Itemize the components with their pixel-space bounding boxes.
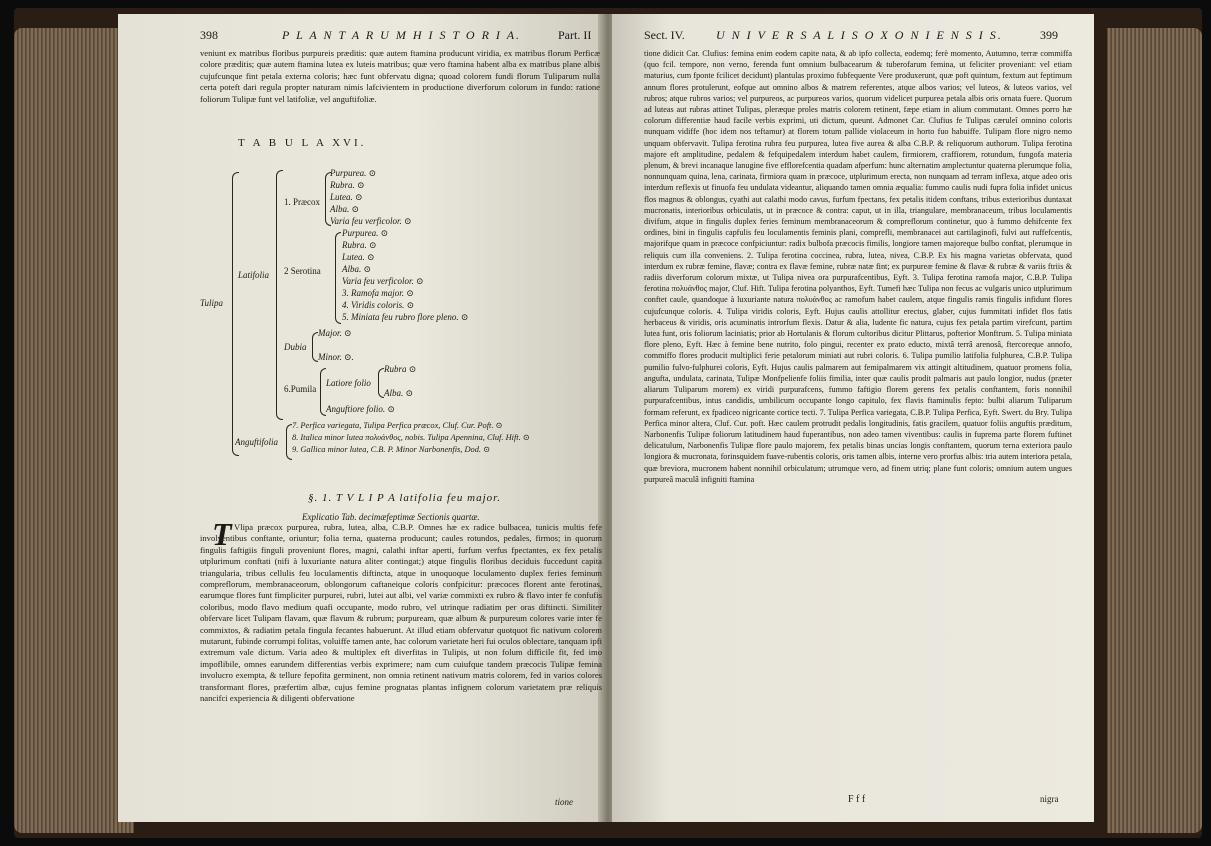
right-section-label: Sect. IV. — [644, 28, 685, 42]
left-intro-paragraph: veniunt ex matribus floribus purpureis præditis: quæ autem ftamina producunt viridia, ex matribus florum Perficæ colore præditis; quæ autem ftamina lutea ex luteis matribus; quæ vero ftamina habent alba ex matribus plane albis cujufcunque fint petala externa coloris; hæc funt obfervatu digna; quoad colorem fundi florum Tuliparum nulla certa poteft dari regula propter naturam nimis lafcivientem in productione diverforum colorum in fundo: ratione foliorum Tulipæ funt vel latifoliæ, vel anguftifoliæ. — [200, 48, 600, 104]
left-running-head: P L A N T A R U M H I S T O R I A. — [282, 28, 522, 42]
table-title: T A B U L A XVI. — [238, 137, 367, 149]
right-page-number: 399 — [1040, 28, 1058, 42]
explicatio-line: Explicatio Tab. decimæfeptimæ Sectionis quartæ. — [302, 512, 480, 522]
right-page-edges — [1107, 28, 1202, 833]
serotina-item: Purpurea. ⊙ — [342, 228, 389, 238]
tree-root-label: Tulipa — [200, 298, 224, 308]
right-running-head: U N I V E R S A L I S O X O N I E N S I S. — [716, 28, 1003, 42]
angustifolia-item: 8. Italica minor lutea πολυάνθος, nobis. Tulipa Apennina, Cluf. Hift. ⊙ — [292, 433, 530, 442]
tree-serotina-label: 2 Serotina — [284, 266, 321, 276]
left-page-edges — [14, 28, 134, 833]
praecox-item: Purpurea. ⊙ — [330, 168, 377, 178]
left-part-label: Part. II — [558, 28, 592, 42]
praecox-item: Lutea. ⊙ — [330, 192, 363, 202]
serotina-item: 4. Viridis coloris. ⊙ — [342, 300, 415, 310]
right-body-paragraph: tione didicit Car. Clufius: femina enim eodem capite nata, & ab ipfo collecta, eodemq; ferè momento, Autumno, terræ commiffa (quo fcil. tempore, non verno, ferenda funt omnium bulbacearum & tuberofarum femina, ut feliciter proveniant: vel etiam maturius, cum fponte fcilicet decidunt) plantulas proximo fubfequente Vere produxerunt, quæ poft quintum, fextum aut feptimum annum flores protulerunt, eofque aut omnino albos & matrem referentes, atque albos varios; vel luteos, & luteos varios, vel rubros; atque rubros varios; vel purpureos, ac purpureos varios, quorum videlicet purpurea petala albis oris ornata fuere. Quorum ad luteas aut rubras attinet Tulipas, pleræque proles matris colorem retinent, fæpe etiam in alium commutant. Omnes porro hæ colorum differentiæ haud facile verbis exprimi, uti dictum, queunt. Admonet Car. Clufius fe Tulipas cæruleî omnino coloris nunquam vidiffe (hoc idem nos teftamur) at florem totum pallide violaceum in horto fuo habuiffe. Tulipam flore nigro nemo unquam obfervavit. Tulipa ferotina rubra feu purpurea, lutea five aurea & alba C.B.P. & reliquorum authorum. Tulipa ferotina majore eft amplitudine, pedalem & fefquipedalem interdum habet caulem, firmiorem, craffiorem, rotundum, fungofa materia plenum, & brevi incanaque lanugine five efflorefcentia quadam afperfum: hunc alternatim amplectuntur quaterna plerumque folia, nonnunquam quina, lena, carinata, firmiora quam in præcoce, utplurimum erecta, non nunquam ad terram inflexa, atque adeo oris interdum reflexis ut finuofa feu undulata videantur, aliquando tamen omnia æqualia: fummo caulis nudi fupra folia infidet unicus flos magnus & oblongus, cyathi aut calathi modo cavus, furfum fpectans, fex petalis itidem conftans, tribus exterioribus duntaxat mucronatis, interioribus orbiculatis, ut in præcoce & contra: caput, ut in illa, triangulare, membranaceum, tribus loculamentis divifum, atque in fingulis duplex feries feminum membranaceorum & compreflorum continetur, quo à fummo dehifcente fex ordines, bini in fingulis capfulis feu loculamentis feminis plani, comprefli, membranacei aut cartilaginofi, fulvi aut ruffefcentis, majorifque quam in præcoce confpiciuntur: radix bulbofa præcocis fimilis, longiore tamen majoreque bulbo conftat, plerumque in reliquis cum illa conveniens. 2. Tulipa ferotina coccinea, rubra, lutea, nivea, C.B.P. Ex his magna varietas obfervata, quod interdum ex rubræ femine, flavæ; contra ex flavæ femine, rubræ natæ fint; ex purpureæ femine & flavæ & rubræ & variis ftriis & radiis diverforum colorum mixtæ, ut Tulipa nivea ora purpurafcentibus, Eyft. 3. Tulipa ferotina ramofa major, C.B.P. Tulipa ferotina πολυάνθος major, Cluf. Hift. Tulipa ferotina polyanthos, Eyft. Tumefi hæc Tulipa non fecus ac vulgaris unico utplurimum conftet caule, quandoque à luxuriante natura πολυάνθος ac ramofum habet caulem, atque fingulis ramis fingulis infidunt flores cujufcunque coloris. 4. Tulipa viridis coloris, Eyft. Hujus caulis attollitur erectus, glaber, cujus fummitati infidet flos fatis herbaceus & viridis, oris acuminatis introrfum flexis. Datur & alia, ludente fic natura, cujus fex petala partim virefcunt, partim lutea funt, oris foliorum laciniatis; prior ab Hortulanis & florum cultoribus dicitur Plittarus, pofterior Monftrum. 5. Tulipa miniata flore pleno, Eyft. Hæc à femine bene nutrito, folo pingui, recenter ex prato educto, mixtâ terrâ arenosâ, ftercoreque annofo, commiffo flores producit multiplici ferie petalorum miniati aut rubri coloris. 6. Tulipa pumilio latifolia fulphurea, C.B.P. Tulipa pumilio fulvo-fulphurei coloris, Eyft. Hujus caulis palmarem aut femipalmarem vix attingit altitudinem, quatuor promens folia, angufta, undulata, carinata, Tulipæ Monfpelienfe foliis fimilia, inter quæ caulis prodit palmaris aut paulo longior, nudus (præter aliarum Tuliparum morem) ex viridi purpurafcens, fummo faftigio florem gerens fex petalis conftantem, foris nonnihil purpurafcentibus, intus candidis, umbilicum occupante longo capitulo, fex flavis ftaminulis fepto: bulbi aliarum Tuliparum formam referunt, ex fpadiceo nigricante cortice tecti. 7. Tulipa Perfica variegata, C.B.P. Tulipa Perfica, Eyft. Swert. du Bry. Tulipa Perfica minor altera, Cluf. Cur. poft. Hæc caulem protrudit pedalis longitudinis, fatis gracilem, quatuor foliis anguftis præditum, Narbonenfis Tulipæ foliorum latitudinem haud fuperantibus, non adeo tamen viventibus: caulis in fuprema parte florem fuftinet delicatulum, Narbonenfis Tulipæ flore paulo majorem, fex petalis binas uncias longis conftantem, quorum terna exteriora paulo longiora & mucronata, forinsquidem fuave-rubentis coloris, oris tamen albis, interne vero prorfus albis: tria autem interiora petala, quæ breviora, mucronem habent nonnihil orbiculatum; utrumque vero, ad finem utriq; plane funt coloris; omnium autem ungues purpureâ maculâ infigniti ftamina — [644, 49, 1072, 484]
signature-mark: F f f — [848, 794, 866, 805]
left-body-paragraph: Vlipa præcox purpurea, rubra, lutea, alba, C.B.P. Omnes hæ ex radice bulbacea, tunicis multis fefe involventibus conftante, oriuntur; folia terna, quaterna producunt; caules rotundos, pedales, firmos; in quorum fingulis faftigiis finguli proveniunt flores, magni, calathi inftar aperti, furfum verfus fpectantes, ex fex petalis utplurimum conftati (nifi à luxuriante natura aliter contingat;) atque fingulis floribus deciduis fuccedunt capita triangularia, tribus cellulis feu loculamentis diftincta, atque in unoquoque loculamento duplex feries feminum compreflorum, membranaceorum, oblongorum caftaneique coloris confpicitur: præcoces florent ante ferotinas, earumque flores funt fimpliciter purpurei, rubri, lutei aut albi, vel variæ commixti ex rubro & flavo inter fe confufis coloribus, modo flavo medium quafi occupante, modo rubro, vel utrinque radiatim per oras diftincti. Similiter obfervare licet Tulipam flavam, quæ flavum & rubrum; purpuream, quæ album & purpureum colores varie inter fe commixtos, & radiatim petala fingula fecantes habuerunt. At illud etiam obfervatur quotquot fic nativum colorem mutarunt, fubinde corrumpi folitas, voluiffe tamen ante, hac colorum varietate heri fui oculos oblectare, tanquam ipfi extremum vale dictum. Varia adeo & multiplex eft diverfitas in Tulipis, ut non folum difficile fit, fed imo impoflibile, omnes earundem differentias verbis exprimere; nam cum cuiufque tandem præcocis Tulipæ femina involucro exempta, & tellure fepofita germinent, non omnia retinent nativum matris colorem, fed in varios colores transformant flores, præfertim albæ, cujus femine prognatas plantas infignem colorum varietatem præ reliquis nancifci experiencia & diligenti obfervatione — [200, 522, 602, 704]
dubia-item: Major. ⊙ — [318, 328, 352, 338]
left-page-number: 398 — [200, 28, 218, 42]
tree-latiore-label: Latiore folio — [326, 378, 371, 388]
serotina-item: Varia feu verficolor. ⊙ — [342, 276, 424, 286]
serotina-item: Lutea. ⊙ — [342, 252, 375, 262]
praecox-item: Varia feu verficolor. ⊙ — [330, 216, 412, 226]
angustifolia-item: 7. Perfica variegata, Tulipa Perfica præcox, Cluf. Cur. Poft. ⊙ — [292, 421, 503, 430]
latiore-item: Alba. ⊙ — [384, 388, 414, 398]
dubia-item: Minor. ⊙. — [318, 352, 354, 362]
tree-latifolia-brace — [276, 170, 283, 420]
tree-pumila-label: 6.Pumila — [284, 384, 317, 394]
right-catchword: nigra — [1040, 794, 1059, 804]
praecox-item: Alba. ⊙ — [330, 204, 360, 214]
serotina-item: 3. Ramofa major. ⊙ — [342, 288, 414, 298]
tree-angustifolia-label: Anguftifolia — [235, 437, 279, 447]
tree-angustiore-label: Anguftiore folio. ⊙ — [326, 404, 395, 414]
serotina-item: 5. Miniata feu rubro flore pleno. ⊙ — [342, 312, 469, 322]
serotina-item: Rubra. ⊙ — [342, 240, 377, 250]
praecox-item: Rubra. ⊙ — [330, 180, 365, 190]
drop-capital: T — [212, 516, 232, 552]
tree-root-brace — [232, 172, 239, 456]
tree-praecox-label: 1. Præcox — [284, 197, 320, 207]
left-catchword: tione — [555, 797, 573, 807]
tree-serotina-brace — [335, 232, 341, 324]
serotina-item: Alba. ⊙ — [342, 264, 372, 274]
angustifolia-item: 9. Gallica minor lutea, C.B. P. Minor Narbonenfis, Dod. ⊙ — [292, 445, 491, 454]
tree-latifolia-label: Latifolia — [238, 270, 270, 280]
section-title: §. 1. T V L I P A latifolia feu major. — [308, 492, 501, 504]
latiore-item: Rubra ⊙ — [384, 364, 417, 374]
tree-dubia-label: Dubia — [284, 342, 307, 352]
